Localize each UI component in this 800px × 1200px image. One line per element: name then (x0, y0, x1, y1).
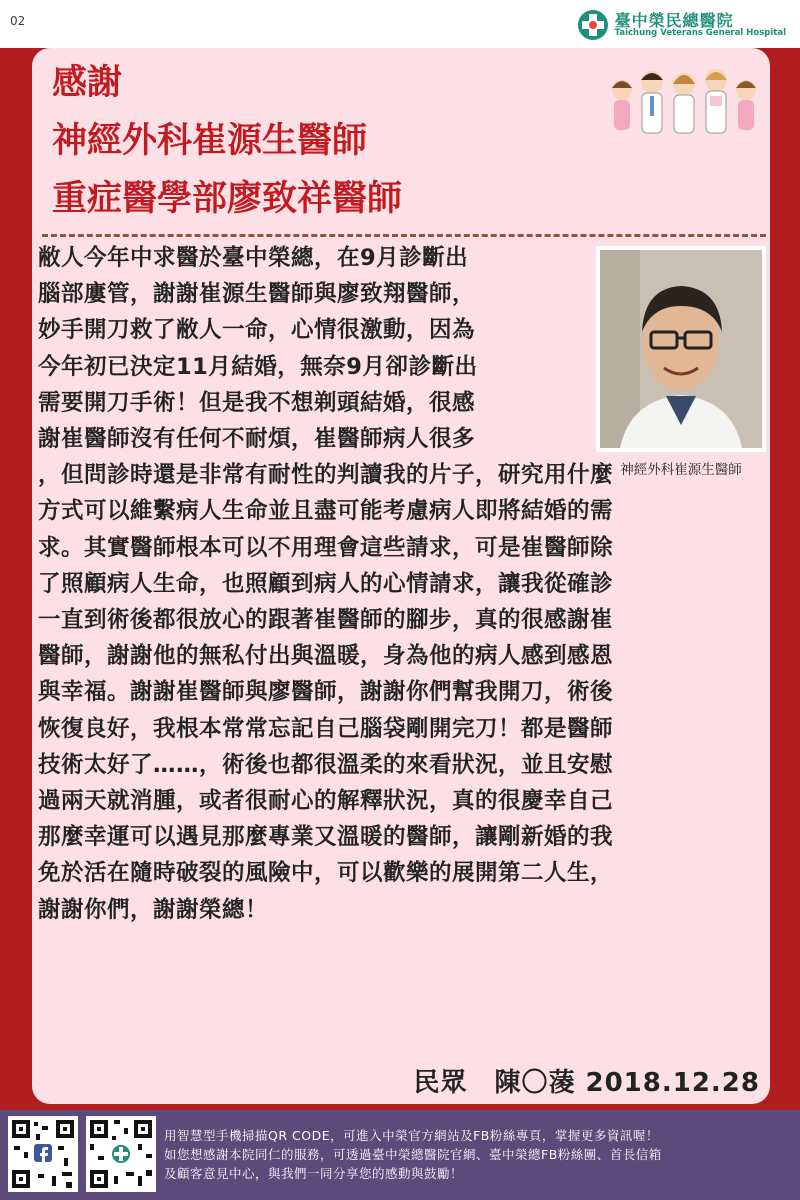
section-divider (42, 234, 766, 237)
body-line: 過兩天就消腫，或者很耐心的解釋狀況，真的很慶幸自己 (38, 788, 614, 815)
page-number: 02 (10, 14, 26, 28)
body-line: 方式可以維繫病人生命並且盡可能考慮病人即將結婚的需 (38, 498, 614, 525)
website-qr-code-icon[interactable] (86, 1116, 156, 1192)
body-line: 與幸福。謝謝崔醫師與廖醫師，謝謝你們幫我開刀，術後 (38, 679, 614, 706)
doctor-portrait-image (600, 250, 762, 448)
page-title (52, 54, 402, 228)
body-line: 謝崔醫師沒有任何不耐煩，崔醫師病人很多 (38, 426, 476, 453)
hospital-name-zh: 臺中榮民總醫院 (614, 10, 734, 30)
letter-body (38, 240, 613, 928)
footer-line: 如您想感謝本院同仁的服務，可透過臺中榮總醫院官網、臺中榮總FB粉絲團、首長信箱 (164, 1147, 662, 1162)
body-line: 醫師，謝謝他的無私付出與溫暖，身為他的病人感到感恩 (38, 643, 614, 670)
body-line: ，但問診時還是非常有耐性的判讀我的片子，研究用什麼 (38, 462, 614, 489)
body-line: 免於活在隨時破裂的風險中，可以歡樂的展開第二人生， (38, 860, 614, 887)
body-line: 謝謝你們，謝謝榮總！ (38, 896, 269, 923)
body-line: 今年初已決定11月結婚，無奈9月卻診斷出 (38, 353, 478, 380)
header-bar (0, 0, 800, 48)
body-line: 那麼幸運可以遇見那麼專業又溫暖的醫師，讓剛新婚的我 (38, 824, 614, 851)
title-line: 重症醫學部廖致祥醫師 (52, 179, 403, 219)
body-line: 腦部廔管，謝謝崔源生醫師與廖致翔醫師， (38, 281, 476, 308)
hospital-cross-icon (577, 9, 609, 41)
body-line: 技術太好了……，術後也都很溫柔的來看狀況，並且安慰 (38, 751, 614, 778)
body-line: 了照顧病人生命，也照顧到病人的心情請求，讓我從確診 (38, 570, 614, 597)
medical-staff-illustration (604, 56, 764, 146)
footer-line: 及顧客意見中心，與我們一同分享您的感動與鼓勵！ (164, 1166, 464, 1181)
title-line: 感謝 (52, 63, 123, 103)
body-line: 敝人今年中求醫於臺中榮總，在9月診斷出 (38, 245, 469, 271)
signature: 民眾 陳〇蓤 2018.12.28 (413, 1068, 760, 1098)
body-line: 需要開刀手術！但是我不想剃頭結婚，很感 (38, 389, 476, 416)
title-line: 神經外科崔源生醫師 (52, 121, 368, 161)
footer-notice (164, 1126, 662, 1183)
facebook-qr-code-icon[interactable] (8, 1116, 78, 1192)
body-line: 求。其實醫師根本可以不用理會這些請求，可是崔醫師除 (38, 534, 614, 561)
body-line: 恢復良好，我根本常常忘記自己腦袋剛開完刀！都是醫師 (38, 715, 614, 742)
body-line: 妙手開刀救了敝人一命，心情很激動，因為 (38, 317, 476, 344)
hospital-logo (577, 6, 786, 44)
footer-line: 用智慧型手機掃描QR CODE，可進入中榮官方網站及FB粉絲專頁，掌握更多資訊喔！ (164, 1128, 659, 1143)
doctor-photo (596, 246, 766, 452)
body-line: 一直到術後都很放心的跟著崔醫師的腳步，真的很感謝崔 (38, 607, 614, 634)
hospital-name-en: Taichung Veterans General Hospital (614, 28, 786, 39)
photo-caption: 神經外科崔源生醫師 (620, 462, 742, 478)
